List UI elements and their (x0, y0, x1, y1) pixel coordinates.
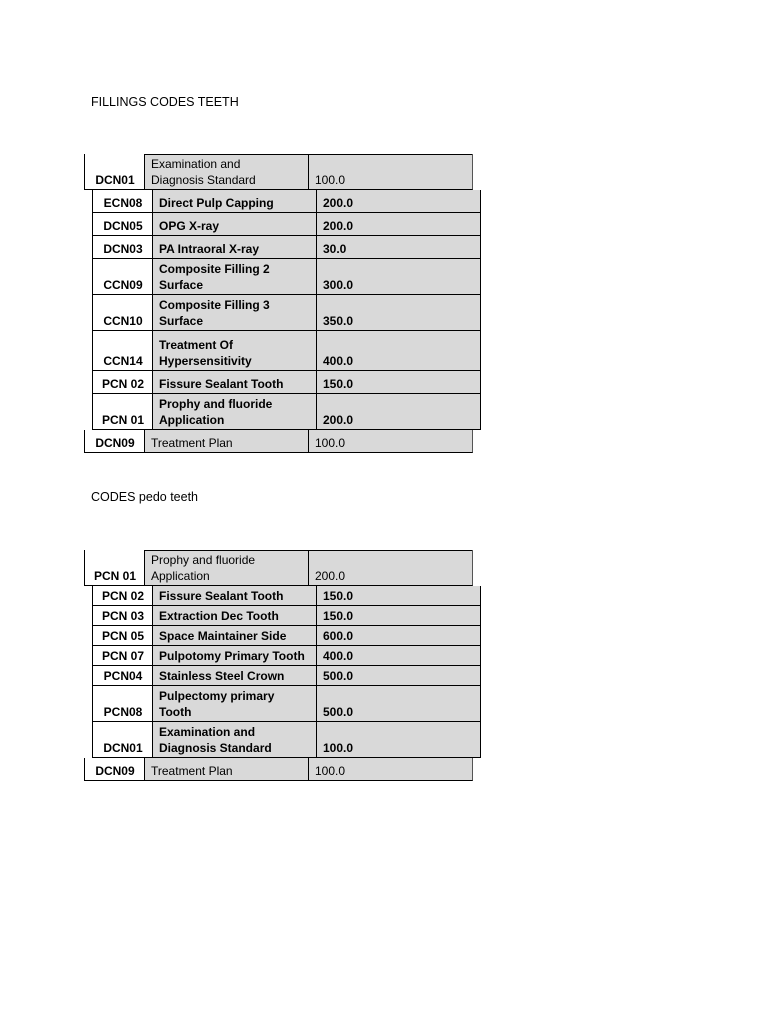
price-cell: 400.0 (317, 331, 480, 370)
description-cell: PA Intraoral X-ray (153, 236, 317, 258)
table-row (84, 154, 473, 190)
description-cell: Composite Filling 2 Surface (153, 259, 317, 294)
price-cell: 500.0 (317, 686, 480, 721)
code-cell: ECN08 (93, 190, 153, 212)
price-cell: 350.0 (317, 295, 480, 330)
price-cell: 600.0 (317, 626, 480, 645)
price-cell: 100.0 (309, 430, 472, 452)
price-cell: 200.0 (317, 190, 480, 212)
code-cell: PCN 02 (93, 371, 153, 393)
table-row (92, 259, 481, 295)
price-cell: 150.0 (317, 586, 480, 605)
code-cell: DCN09 (85, 758, 145, 780)
table-row (92, 722, 481, 758)
table-row (92, 646, 481, 666)
description-cell: Examination and Diagnosis Standard (153, 722, 317, 757)
code-cell: CCN09 (93, 259, 153, 294)
description-cell: Fissure Sealant Tooth (153, 586, 317, 605)
fillings-table (84, 154, 481, 453)
table-row (92, 666, 481, 686)
code-cell: CCN14 (93, 331, 153, 370)
price-cell: 200.0 (317, 394, 480, 429)
table-row (92, 686, 481, 722)
table-row (92, 626, 481, 646)
description-cell: Treatment Plan (145, 430, 309, 452)
description-cell: Stainless Steel Crown (153, 666, 317, 685)
table-row (92, 295, 481, 331)
pedo-table (84, 550, 481, 781)
description-cell: Prophy and fluoride Application (153, 394, 317, 429)
code-cell: PCN 02 (93, 586, 153, 605)
price-cell: 300.0 (317, 259, 480, 294)
price-cell: 30.0 (317, 236, 480, 258)
code-cell: PCN 01 (85, 550, 145, 585)
price-cell: 100.0 (317, 722, 480, 757)
code-cell: PCN08 (93, 686, 153, 721)
description-cell: Pulpotomy Primary Tooth (153, 646, 317, 665)
table-row (84, 430, 473, 453)
pedo-heading: CODES pedo teeth (91, 490, 199, 504)
description-cell: Treatment Of Hypersensitivity (153, 331, 317, 370)
price-cell: 100.0 (309, 154, 472, 189)
code-cell: DCN05 (93, 213, 153, 235)
description-cell: Prophy and fluoride Application (145, 550, 309, 585)
price-cell: 200.0 (317, 213, 480, 235)
description-cell: Space Maintainer Side (153, 626, 317, 645)
price-cell: 200.0 (309, 550, 472, 585)
description-cell: Examination and Diagnosis Standard (145, 154, 309, 189)
table-row (92, 606, 481, 626)
description-cell: OPG X-ray (153, 213, 317, 235)
code-cell: DCN03 (93, 236, 153, 258)
code-cell: DCN01 (85, 154, 145, 189)
fillings-heading: FILLINGS CODES TEETH (91, 95, 239, 109)
code-cell: PCN04 (93, 666, 153, 685)
code-cell: DCN01 (93, 722, 153, 757)
description-cell: Composite Filling 3 Surface (153, 295, 317, 330)
table-row (92, 213, 481, 236)
description-cell: Extraction Dec Tooth (153, 606, 317, 625)
code-cell: CCN10 (93, 295, 153, 330)
table-row (84, 550, 473, 586)
description-cell: Fissure Sealant Tooth (153, 371, 317, 393)
table-row (92, 394, 481, 430)
code-cell: PCN 03 (93, 606, 153, 625)
price-cell: 150.0 (317, 606, 480, 625)
description-cell: Pulpectomy primary Tooth (153, 686, 317, 721)
table-row (92, 331, 481, 371)
price-cell: 500.0 (317, 666, 480, 685)
price-cell: 400.0 (317, 646, 480, 665)
description-cell: Direct Pulp Capping (153, 190, 317, 212)
table-row (92, 371, 481, 394)
price-cell: 150.0 (317, 371, 480, 393)
description-cell: Treatment Plan (145, 758, 309, 780)
code-cell: PCN 07 (93, 646, 153, 665)
table-row (84, 758, 473, 781)
code-cell: PCN 05 (93, 626, 153, 645)
table-row (92, 190, 481, 213)
code-cell: PCN 01 (93, 394, 153, 429)
table-row (92, 236, 481, 259)
price-cell: 100.0 (309, 758, 472, 780)
code-cell: DCN09 (85, 430, 145, 452)
table-row (92, 586, 481, 606)
